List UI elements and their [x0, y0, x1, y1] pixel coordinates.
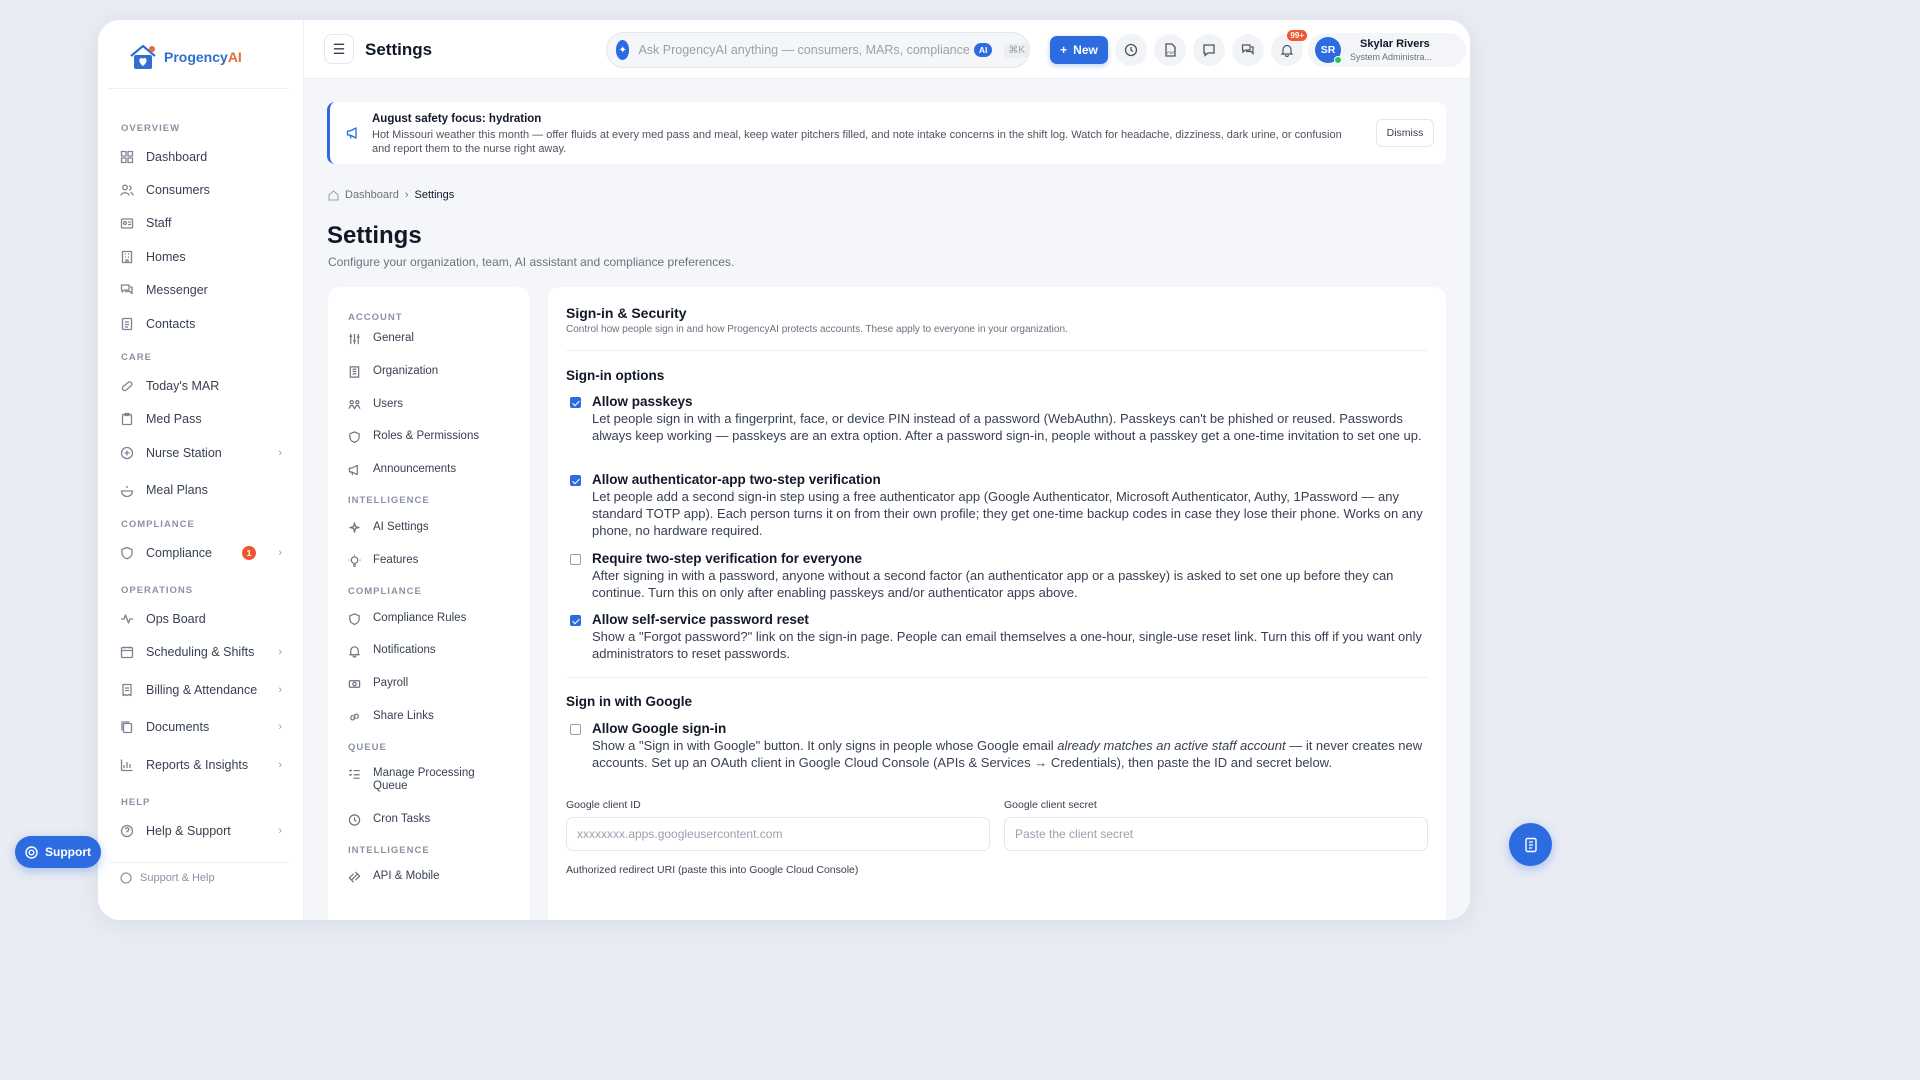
option-description: After signing in with a password, anyone without a second factor (an authenticator app or a passkey) is asked to set one up before they can continue. Turn this on only after enabling passkeys and/or authenticator apps above. [592, 568, 1394, 600]
settings-nav-label: Organization [373, 365, 439, 377]
sidebar-item-label: Compliance [146, 546, 213, 560]
pdf-icon [1163, 43, 1177, 57]
sidebar-section-compliance: COMPLIANCE [121, 519, 195, 530]
settings-nav-label: Payroll [373, 677, 409, 689]
svg-text:PDF: PDF [1167, 50, 1175, 55]
chat-icon [120, 283, 134, 297]
client-secret-label: Google client secret [1004, 799, 1097, 811]
settings-nav-label: Users [373, 398, 404, 410]
settings-nav-item-general[interactable] [348, 332, 518, 345]
settings-nav-item-compliance-rules[interactable] [348, 612, 518, 625]
support-button-label: Support [45, 845, 91, 859]
sidebar-support-link[interactable] [120, 872, 215, 884]
sidebar-item-compliance[interactable] [120, 540, 290, 566]
sidebar-section-care: CARE [121, 352, 152, 363]
link-icon [348, 710, 361, 723]
megaphone-icon [348, 463, 361, 476]
topbar [304, 20, 1470, 79]
sidebar-item-label: Today's MAR [146, 379, 220, 393]
page-subtitle: Configure your organization, team, AI assistant and compliance preferences. [328, 255, 735, 269]
google-client-id-input[interactable]: xxxxxxxx.apps.googleusercontent.com [566, 817, 990, 851]
activity-icon [120, 612, 134, 626]
documents-icon [120, 720, 134, 734]
list-check-icon [348, 767, 361, 780]
chevron-right-icon: › [404, 189, 409, 201]
chat-button[interactable] [1193, 34, 1225, 66]
sidebar-item-reports-insights[interactable] [120, 752, 290, 778]
option-description: Show a "Forgot password?" link on the sign-in page. People can email themselves a one-hour, single-use reset link. Turn this off if you want only administrators to reset passwords. [592, 629, 1422, 661]
option-authenticator-app [566, 472, 1432, 539]
settings-nav-label: Announcements [373, 463, 457, 475]
avatar-initials: SR [1320, 44, 1336, 56]
option-require-two-step [566, 551, 1432, 601]
chevron-right-icon: › [278, 547, 282, 559]
redirect-uri-label: Authorized redirect URI (paste this into Google Cloud Console) [566, 864, 859, 876]
sidebar-item-meal-plans[interactable] [120, 477, 290, 503]
divider [566, 677, 1428, 678]
online-status-dot [1334, 56, 1342, 64]
settings-nav-label: Features [373, 554, 419, 566]
shield-icon [120, 546, 134, 560]
sidebar-item-label: Contacts [146, 317, 196, 331]
section-description: Control how people sign in and how ProgencyAI protects accounts. These apply to everyone in your organization. [566, 324, 1068, 335]
notebook-icon [1523, 837, 1539, 853]
team-icon [348, 398, 361, 411]
sidebar-item-consumers[interactable] [120, 177, 290, 203]
notes-fab-button[interactable] [1509, 823, 1552, 866]
settings-nav-section: COMPLIANCE [348, 586, 422, 597]
home-icon [328, 190, 339, 201]
settings-nav-section: INTELLIGENCE [348, 495, 430, 506]
mobile-icon [348, 870, 361, 883]
user-role: System Administra... [1350, 52, 1433, 62]
shield-icon [348, 430, 361, 443]
settings-nav-item-manage-processing-queue[interactable] [348, 767, 498, 793]
sidebar-item-staff[interactable] [120, 210, 290, 236]
sidebar [98, 20, 304, 920]
contacts-icon [120, 317, 134, 331]
banner-title: August safety focus: hydration [372, 113, 542, 125]
sidebar-item-label: Dashboard [146, 150, 208, 164]
section-title: Sign-in & Security [566, 305, 687, 321]
clock-icon [348, 813, 361, 826]
count-badge: 1 [242, 546, 256, 560]
pill-icon [120, 379, 134, 393]
building-icon [120, 250, 134, 264]
sparkle-icon: ✦ [616, 40, 629, 60]
sidebar-item-label: Help & Support [146, 824, 231, 838]
sidebar-item-label: Billing & Attendance [146, 683, 258, 697]
chevron-right-icon: › [278, 759, 282, 771]
notification-count-badge: 99+ [1287, 30, 1307, 41]
passkeys-checkbox[interactable] [570, 397, 581, 408]
option-description: Let people sign in with a fingerprint, face, or device PIN instead of a password (WebAuthn). Passkeys can't be phished or reused. Passwords always keep working — passkeys are an extra option. After a password sign-in, people without a passkey get a one-time invitation to set one up. [592, 411, 1422, 443]
settings-nav-item-cron-tasks[interactable] [348, 813, 518, 826]
help-icon [120, 824, 134, 838]
sidebar-item-label: Med Pass [146, 412, 202, 426]
option-google-signin [566, 721, 1432, 771]
option-description: Show a "Sign in with Google" button. It only signs in people whose Google email already matches an active staff account — it never creates new accounts. Set up an OAuth client in Google Cloud Console (APIs & Services → Credentials), then paste the ID and secret below. [592, 738, 1423, 770]
brand-name: ProgencyAI [164, 49, 242, 65]
option-self-service-reset [566, 612, 1432, 662]
settings-nav-label: Share Links [373, 710, 434, 722]
settings-nav-item-ai-settings[interactable] [348, 521, 518, 534]
bell-icon [348, 644, 361, 657]
support-button[interactable] [15, 836, 101, 868]
menu-toggle-button[interactable] [324, 34, 354, 64]
user-menu[interactable] [1308, 33, 1466, 67]
sidebar-section-operations: OPERATIONS [121, 585, 194, 596]
bulb-icon [348, 554, 361, 567]
announcement-banner [327, 102, 1446, 164]
dismiss-button[interactable]: Dismiss [1376, 119, 1434, 147]
signin-options-heading: Sign-in options [566, 368, 665, 383]
sidebar-item-label: Messenger [146, 283, 208, 297]
google-signin-checkbox[interactable] [570, 724, 581, 735]
chevron-right-icon: › [278, 721, 282, 733]
page-title: Settings [327, 222, 422, 249]
new-button-label: New [1073, 43, 1098, 57]
sparkles-icon [348, 521, 361, 534]
sidebar-item-scheduling-shifts[interactable] [120, 639, 290, 665]
shortcut-hint: ⌘K [1004, 43, 1029, 58]
sidebar-item-today-s-mar[interactable] [120, 373, 290, 399]
messages-icon [1241, 43, 1255, 57]
meal-icon [120, 483, 134, 497]
settings-nav-label: General [373, 332, 414, 344]
sidebar-item-nurse-station[interactable] [120, 440, 290, 466]
logo[interactable] [128, 42, 242, 72]
option-title: Allow passkeys [592, 394, 693, 409]
option-description: Let people add a second sign-in step using a free authenticator app (Google Authenticator, Microsoft Authenticator, Authy, 1Password — any standard TOTP app). Each person turns it on from their own profile; they get one-time backup codes in case they lose their phone. Works on any phone, no hardware required. [592, 489, 1423, 538]
clipboard-icon [120, 412, 134, 426]
breadcrumb [328, 189, 454, 201]
sidebar-item-label: Homes [146, 250, 186, 264]
pdf-button[interactable] [1154, 34, 1186, 66]
option-title: Allow Google sign-in [592, 721, 727, 736]
sidebar-item-contacts[interactable] [120, 311, 290, 337]
money-icon [348, 677, 361, 690]
chevron-right-icon: › [278, 646, 282, 658]
divider [108, 862, 289, 863]
banner-body: Hot Missouri weather this month — offer fluids at every med pass and meal, keep water pitchers filled, and note intake concerns in the shift log. Watch for headache, dizziness, dark urine, or confusion and report them to the nurse right away. [372, 129, 1342, 155]
nurse-icon [120, 446, 134, 460]
sidebar-item-dashboard[interactable] [120, 144, 290, 170]
settings-nav-item-users[interactable] [348, 398, 518, 411]
sidebar-item-label: Consumers [146, 183, 210, 197]
notifications-button[interactable] [1271, 31, 1304, 66]
sidebar-item-messenger[interactable] [120, 277, 290, 303]
breadcrumb-current: Settings [414, 189, 455, 201]
support-help-label: Support & Help [140, 872, 215, 884]
sidebar-item-homes[interactable] [120, 244, 290, 270]
app-window [98, 20, 1470, 920]
settings-nav-item-payroll[interactable] [348, 677, 518, 690]
new-button[interactable] [1050, 36, 1108, 64]
receipt-icon [120, 683, 134, 697]
chevron-right-icon: › [278, 447, 282, 459]
settings-nav-label: Notifications [373, 644, 436, 656]
security-settings-card [548, 287, 1446, 920]
settings-nav-label: Cron Tasks [373, 813, 431, 825]
settings-nav-item-roles-permissions[interactable] [348, 430, 518, 443]
divider [566, 350, 1428, 351]
hamburger-icon: ☰ [332, 40, 346, 57]
search-placeholder: Ask ProgencyAI anything — consumers, MARs, compliance [638, 43, 970, 57]
sidebar-item-label: Ops Board [146, 612, 206, 626]
sidebar-item-ops-board[interactable] [120, 606, 290, 632]
history-icon [1124, 43, 1138, 57]
topbar-title: Settings [365, 40, 433, 59]
plus-icon: + [1060, 43, 1068, 57]
sidebar-item-billing-attendance[interactable] [120, 677, 290, 703]
sidebar-item-label: Meal Plans [146, 483, 208, 497]
users-icon [120, 183, 134, 197]
shield-icon [348, 612, 361, 625]
breadcrumb-dashboard-link[interactable]: Dashboard [345, 189, 399, 201]
self-service-reset-checkbox[interactable] [570, 615, 581, 626]
settings-nav-item-organization[interactable] [348, 365, 518, 378]
bell-icon [1280, 43, 1294, 57]
sidebar-item-documents[interactable] [120, 714, 290, 740]
settings-nav-label: Compliance Rules [373, 612, 467, 624]
authenticator-app-checkbox[interactable] [570, 475, 581, 486]
settings-nav-item-share-links[interactable] [348, 710, 518, 723]
settings-nav-item-features[interactable] [348, 554, 518, 567]
history-button[interactable] [1115, 34, 1147, 66]
chevron-right-icon: › [278, 684, 282, 696]
option-title: Allow self-service password reset [592, 612, 809, 627]
ai-search-input[interactable] [606, 32, 1030, 68]
sidebar-section-overview: OVERVIEW [121, 123, 181, 134]
sidebar-item-label: Staff [146, 216, 172, 230]
sidebar-item-med-pass[interactable] [120, 406, 290, 432]
sidebar-section-help: HELP [121, 797, 151, 808]
sidebar-item-help-support[interactable] [120, 818, 290, 844]
client-id-label: Google client ID [566, 799, 641, 811]
settings-nav-section: QUEUE [348, 742, 387, 753]
settings-nav-label: Manage Processing Queue [373, 767, 475, 792]
settings-nav-section: INTELLIGENCE [348, 845, 430, 856]
sliders-icon [348, 332, 361, 345]
option-title: Allow authenticator-app two-step verification [592, 472, 881, 487]
ai-badge: AI [974, 43, 993, 57]
grid-icon [120, 150, 134, 164]
user-name: Skylar Rivers [1360, 38, 1430, 50]
megaphone-icon [346, 126, 360, 140]
house-logo-icon [128, 42, 158, 72]
settings-nav-item-api-mobile[interactable] [348, 870, 518, 883]
settings-nav [328, 287, 530, 920]
avatar [1315, 37, 1341, 63]
help-icon [120, 872, 132, 884]
settings-nav-label: API & Mobile [373, 870, 440, 882]
sidebar-item-label: Documents [146, 720, 210, 734]
google-client-secret-input[interactable]: Paste the client secret [1004, 817, 1428, 851]
settings-nav-label: AI Settings [373, 521, 429, 533]
settings-nav-label: Roles & Permissions [373, 430, 480, 442]
calendar-icon [120, 645, 134, 659]
settings-nav-item-notifications[interactable] [348, 644, 518, 657]
sidebar-item-label: Nurse Station [146, 446, 222, 460]
settings-nav-section: ACCOUNT [348, 312, 403, 323]
chart-icon [120, 758, 134, 772]
main-content [304, 79, 1470, 920]
option-title: Require two-step verification for everyone [592, 551, 863, 566]
chevron-right-icon: › [278, 825, 282, 837]
divider [108, 88, 289, 89]
google-signin-heading: Sign in with Google [566, 694, 692, 709]
option-passkeys [566, 394, 1432, 444]
lifebuoy-icon [25, 846, 38, 859]
sidebar-item-label: Scheduling & Shifts [146, 645, 255, 659]
org-icon [348, 365, 361, 378]
messages-button[interactable] [1232, 34, 1264, 66]
sidebar-item-label: Reports & Insights [146, 758, 249, 772]
settings-nav-item-announcements[interactable] [348, 463, 518, 476]
id-card-icon [120, 216, 134, 230]
require-two-step-checkbox[interactable] [570, 554, 581, 565]
chat-icon [1202, 43, 1216, 57]
